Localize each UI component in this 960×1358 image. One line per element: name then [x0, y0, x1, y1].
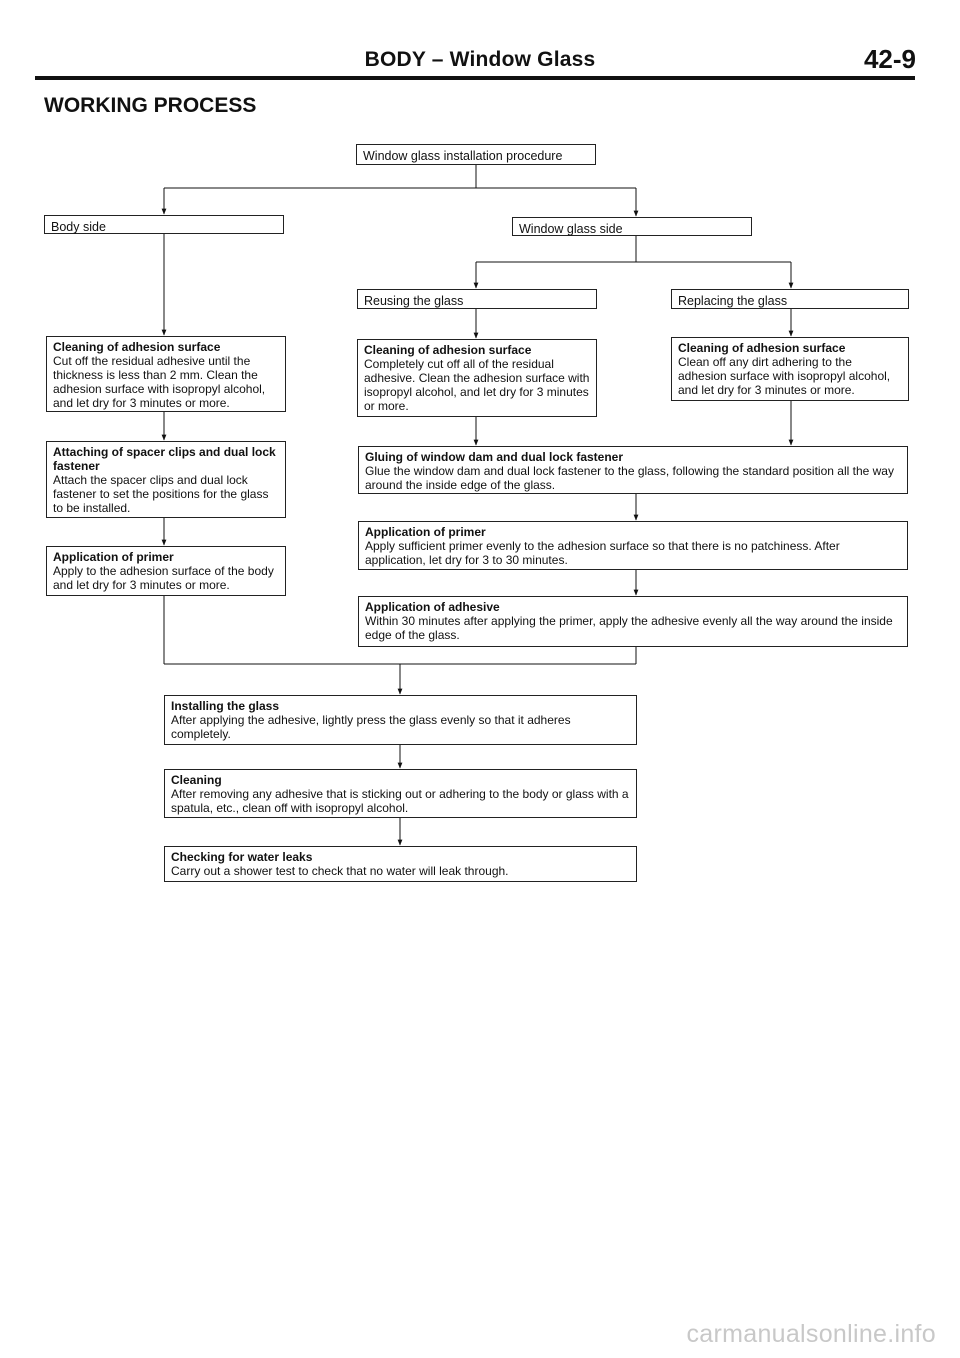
replace-cleaning-title: Cleaning of adhesion surface — [678, 341, 846, 355]
installing-text: After applying the adhesive, lightly press the glass evenly so that it adheres completely. — [171, 713, 571, 741]
reuse-cleaning-text: Completely cut off all of the residual adhesive. Clean the adhesion surface with isopropyl alcohol, and let dry for 3 minutes or more. — [364, 357, 590, 413]
water-leaks-text: Carry out a shower test to check that no water will leak through. — [171, 864, 509, 878]
body-cleaning-box — [46, 336, 286, 412]
glass-primer-text: Apply sufficient primer evenly to the adhesion surface so that there is no patchiness. After application, let dry for 3 to 30 minutes. — [365, 539, 840, 567]
body-primer-title: Application of primer — [53, 550, 174, 564]
glass-primer-title: Application of primer — [365, 525, 486, 539]
section-title: WORKING PROCESS — [44, 94, 257, 117]
replace-cleaning-box — [671, 337, 909, 401]
body-cleaning-title: Cleaning of adhesion surface — [53, 340, 221, 354]
cleaning-text: After removing any adhesive that is sticking out or adhering to the body or glass with a spatula, etc., clean off with isopropyl alcohol. — [171, 787, 629, 815]
body-cleaning-text: Cut off the residual adhesive until the thickness is less than 2 mm. Clean the adhesion surface with isopropyl alcohol, and let dry for 3 minutes or more. — [53, 354, 266, 410]
page-header-title: BODY – Window Glass — [364, 48, 596, 71]
reusing-glass-box — [357, 289, 597, 309]
spacer-clips-text: Attach the spacer clips and dual lock fastener to set the positions for the glass to be installed. — [53, 473, 269, 515]
adhesive-text: Within 30 minutes after applying the primer, apply the adhesive evenly all the way around the inside edge of the glass. — [365, 614, 893, 642]
cleaning-title: Cleaning — [171, 773, 222, 787]
procedure-box — [356, 144, 596, 165]
page-number: 42-9 — [863, 44, 916, 74]
installing-box — [164, 695, 637, 745]
body-side-label: Body side — [51, 220, 106, 234]
cleaning-box — [164, 769, 637, 818]
gluing-text: Glue the window dam and dual lock fastener to the glass, following the standard position all the way around the inside edge of the glass. — [365, 464, 894, 492]
replacing-glass-label: Replacing the glass — [678, 294, 788, 308]
adhesive-title: Application of adhesive — [365, 600, 500, 614]
water-leaks-title: Checking for water leaks — [171, 850, 313, 864]
spacer-clips-box — [46, 441, 286, 518]
installing-title: Installing the glass — [171, 699, 280, 713]
adhesive-box — [358, 596, 908, 647]
window-glass-side-box — [512, 217, 752, 236]
replacing-glass-box — [671, 289, 909, 309]
reuse-cleaning-box — [357, 339, 597, 417]
window-glass-side-label: Window glass side — [519, 222, 623, 236]
body-side-box — [44, 215, 284, 234]
glass-primer-box — [358, 521, 908, 570]
reuse-cleaning-title: Cleaning of adhesion surface — [364, 343, 532, 357]
procedure-label: Window glass installation procedure — [363, 149, 563, 163]
gluing-title: Gluing of window dam and dual lock fastener — [365, 450, 624, 464]
spacer-clips-title: Attaching of spacer clips and dual lock fastener — [53, 445, 276, 473]
reusing-glass-label: Reusing the glass — [364, 294, 464, 308]
body-primer-text: Apply to the adhesion surface of the body and let dry for 3 minutes or more. — [53, 564, 274, 592]
body-primer-box — [46, 546, 286, 596]
replace-cleaning-text: Clean off any dirt adhering to the adhesion surface with isopropyl alcohol, and let dry for 3 minutes or more. — [678, 355, 891, 397]
footer-watermark: carmanualsonline.info — [686, 1320, 936, 1348]
gluing-box — [358, 446, 908, 494]
water-leaks-box — [164, 846, 637, 882]
